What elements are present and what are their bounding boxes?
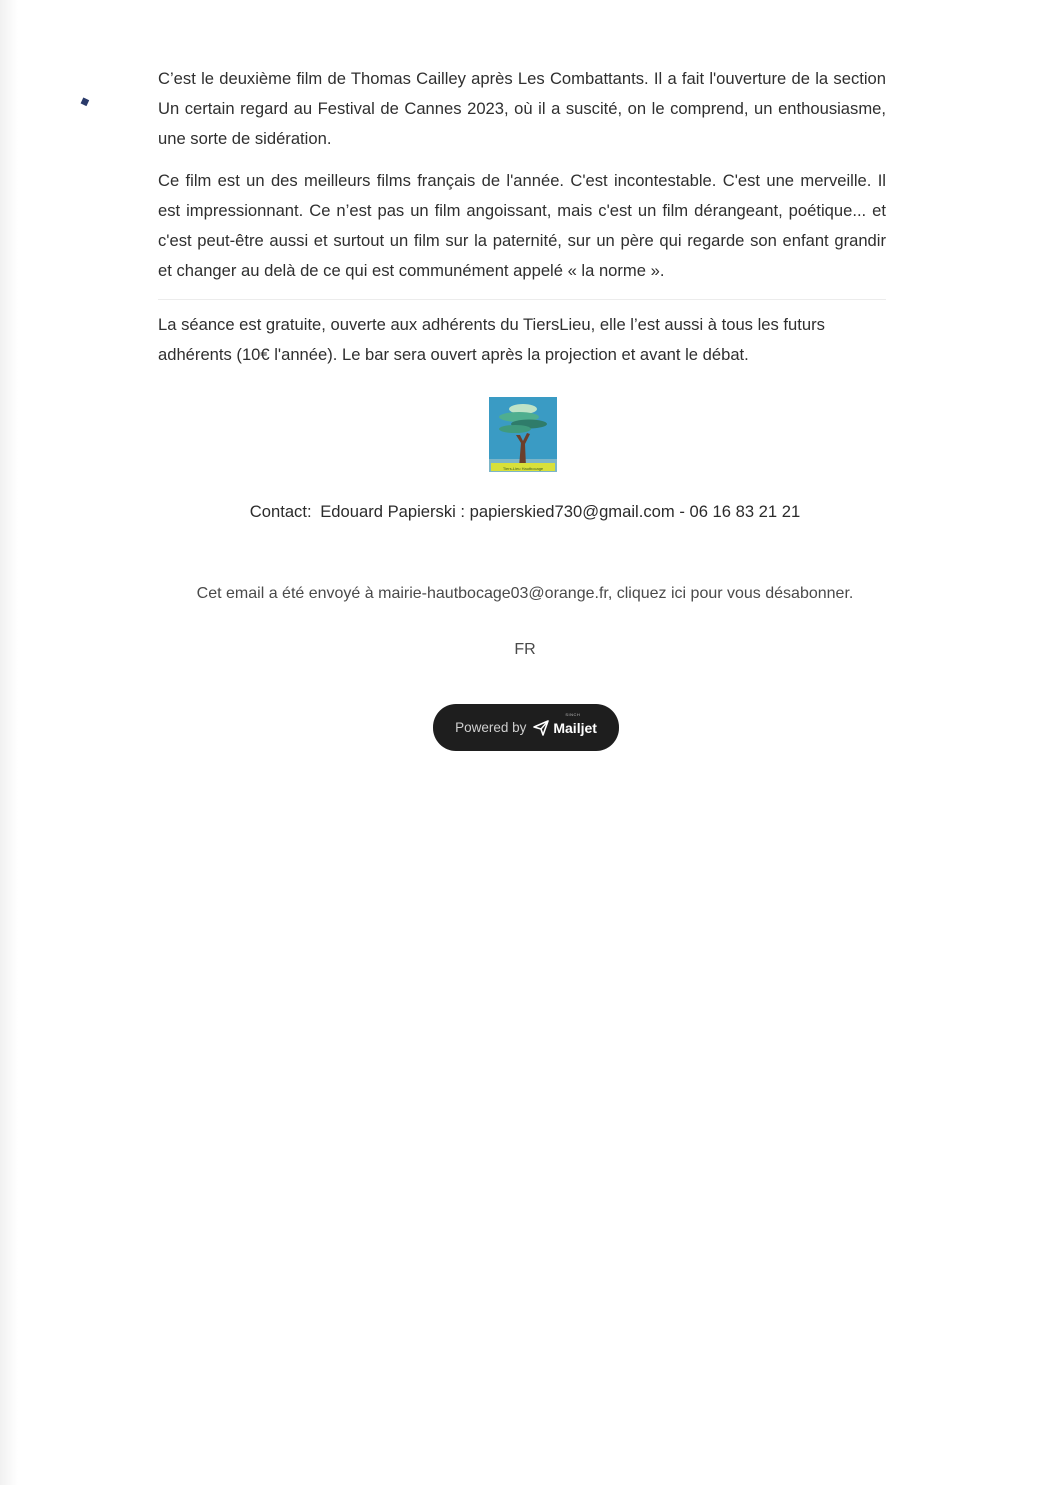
mailjet-brand — [553, 711, 597, 736]
scan-mark: ◆ — [77, 92, 92, 110]
mailjet-label: Mailjet — [553, 719, 597, 736]
paragraph-film-intro: C’est le deuxième film de Thomas Cailley après Les Combattants. Il a fait l'ouverture de la section Un certain regard au Festival de Cannes 2023, où il a suscité, on le comprend, un enthousiasme, une sorte de sidération. — [158, 69, 886, 148]
powered-by-label: Powered by — [455, 720, 527, 735]
language-link[interactable]: FR — [514, 641, 536, 658]
powered-by-mailjet-button[interactable] — [433, 704, 619, 751]
contact-email-link[interactable]: papierskied730@gmail.com — [469, 502, 675, 521]
footer-note-prefix: Cet email a été envoyé à mairie-hautbocage03@orange.fr, — [196, 585, 613, 602]
unsubscribe-link[interactable]: cliquez ici pour vous désabonner. — [616, 585, 854, 602]
contact-line — [0, 500, 1050, 524]
article-body — [158, 64, 886, 370]
contact-phone: 06 16 83 21 21 — [689, 502, 801, 521]
tree-logo-icon — [489, 397, 557, 472]
paragraph-session-info: La séance est gratuite, ouverte aux adhérents du TiersLieu, elle l’est aussi à tous les futurs adhérents (10€ l'année). Le bar sera ouvert après la projection et avant le débat. — [158, 315, 825, 364]
footer-email-note — [0, 582, 1050, 606]
sinch-label: SINCH — [565, 711, 581, 717]
logo-caption: Tiers-Lieu Hautbocage — [502, 466, 544, 471]
contact-separator: - — [679, 502, 685, 521]
paragraph-film-review: Ce film est un des meilleurs films français de l'année. C'est incontestable. C'est une merveille. Il est impressionnant. Ce n’est pas un film angoissant, mais c'est un film dérangeant, poétique... et c'est peut-être aussi et surtout un film sur la paternité, sur un père qui regarde son enfant grandir et changer au delà de ce qui est communément appelé « la norme ». — [158, 171, 886, 280]
paper-plane-icon — [533, 720, 549, 736]
scan-edge-shadow — [0, 0, 18, 1485]
contact-label: Contact: — [249, 502, 312, 521]
tiers-lieu-logo[interactable] — [489, 397, 557, 472]
contact-name: Edouard Papierski : — [320, 502, 466, 521]
section-divider — [158, 299, 886, 300]
